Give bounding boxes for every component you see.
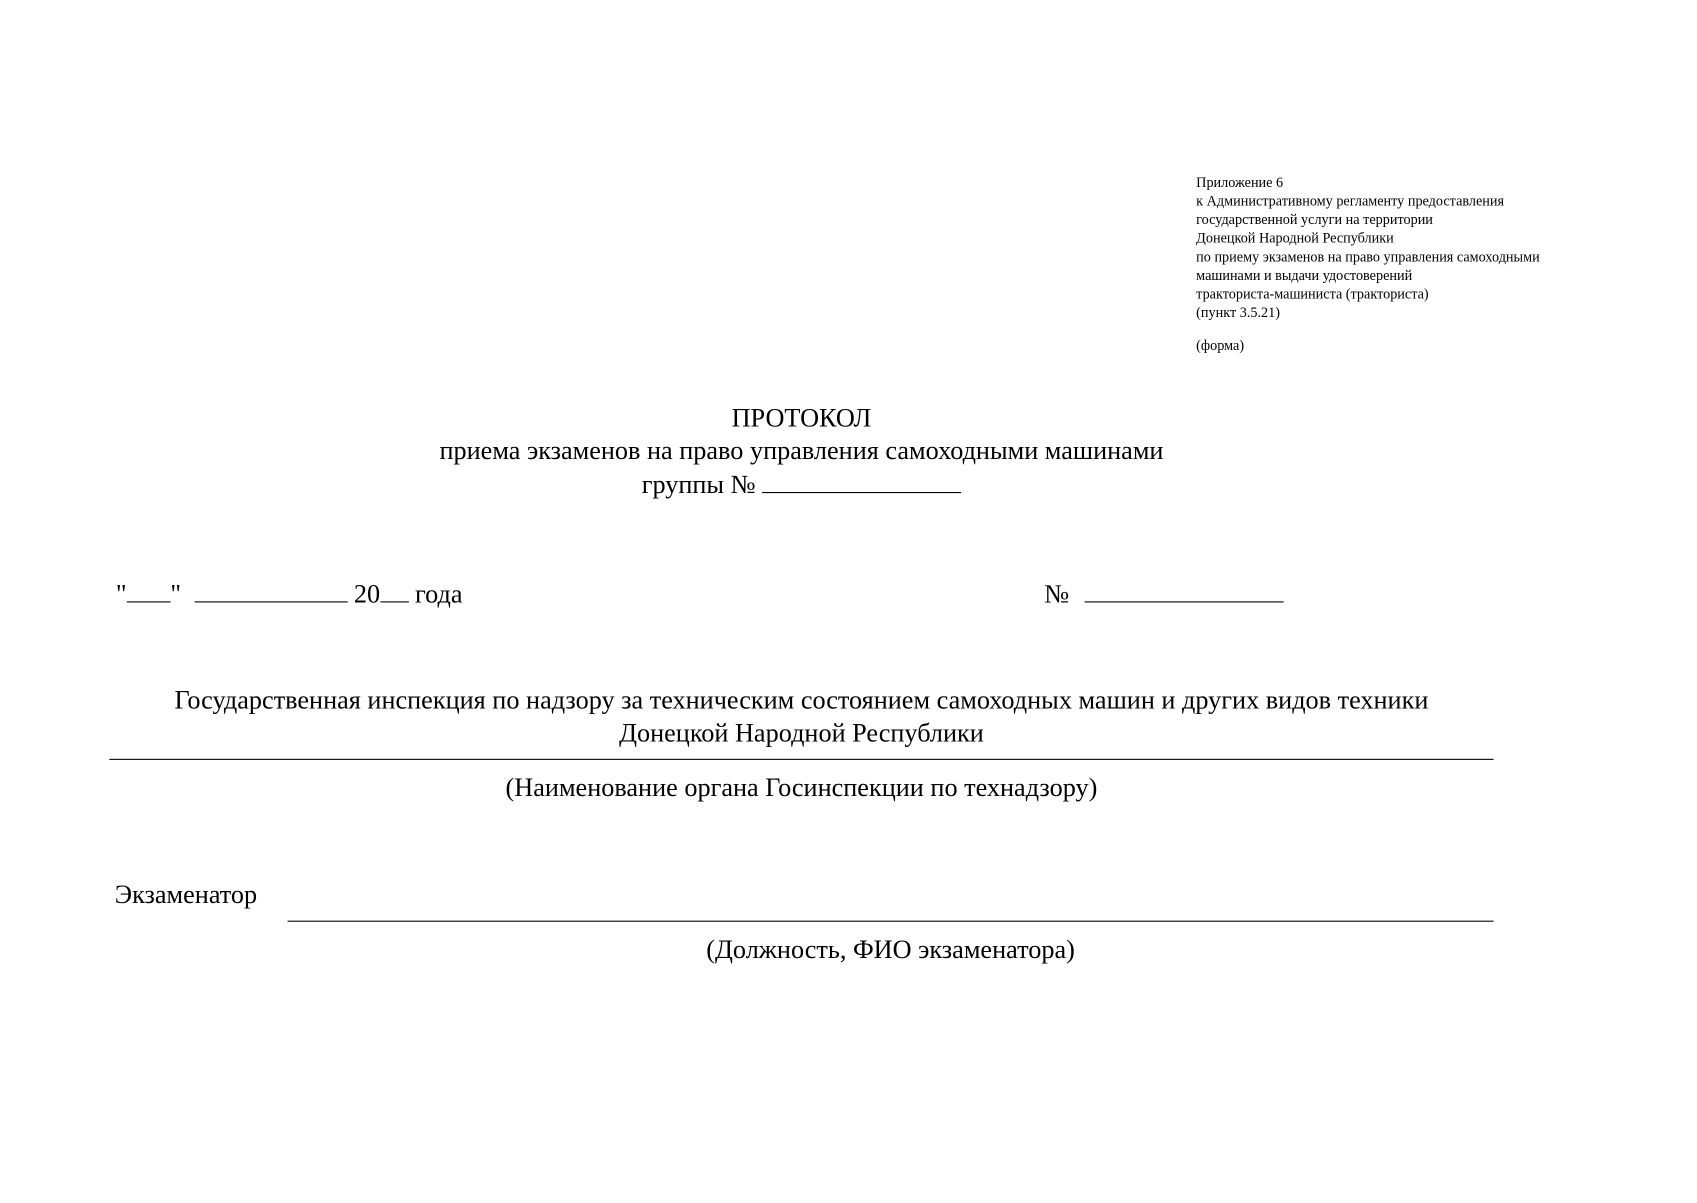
open-quote: " [115, 580, 127, 610]
examiner-blank[interactable] [288, 921, 1494, 922]
month-blank[interactable] [194, 577, 347, 602]
appendix-line: государственной услуги на территории [1196, 211, 1433, 228]
year-suffix: года [415, 580, 463, 610]
protocol-number-blank[interactable] [1085, 577, 1284, 602]
title-heading: ПРОТОКОЛ [731, 404, 872, 433]
year-blank[interactable] [380, 577, 408, 602]
appendix-note [1196, 173, 1540, 355]
group-number-blank[interactable] [762, 468, 961, 493]
appendix-line: к Административному регламенту предоставления [1196, 192, 1505, 209]
day-blank[interactable] [127, 577, 171, 602]
year-prefix: 20 [353, 580, 381, 610]
examiner-label: Экзаменатор [114, 881, 258, 910]
organization-line: Государственная инспекция по надзору за техническим состоянием самоходных машин и других видов техники [174, 686, 1429, 716]
date-line [116, 577, 463, 611]
organization-name [109, 684, 1493, 750]
form-label: (форма) [1196, 336, 1245, 354]
protocol-number-label: № [1044, 580, 1070, 610]
organization-caption: (Наименование органа Госинспекции по технадзору) [505, 774, 1098, 803]
appendix-line: тракториста-машиниста (тракториста) [1196, 285, 1429, 302]
close-quote: " [170, 580, 182, 610]
appendix-line: по приему экзаменов на право управления самоходными [1196, 248, 1540, 265]
group-label: группы № [641, 471, 756, 500]
appendix-line: (пункт 3.5.21) [1196, 303, 1280, 321]
appendix-line: Донецкой Народной Республики [1196, 229, 1394, 247]
group-line [0, 468, 1603, 502]
title-subtitle: приема экзаменов на право управления самоходными машинами [439, 437, 1164, 466]
protocol-number-line [1044, 577, 1283, 611]
document-title [0, 402, 1603, 501]
appendix-line: Приложение 6 [1196, 173, 1284, 191]
appendix-line: машинами и выдачи удостоверений [1196, 266, 1413, 284]
examiner-caption: (Должность, ФИО экзаменатора) [706, 935, 1075, 965]
organization-underline [109, 759, 1493, 760]
organization-line: Донецкой Народной Республики [619, 719, 984, 748]
